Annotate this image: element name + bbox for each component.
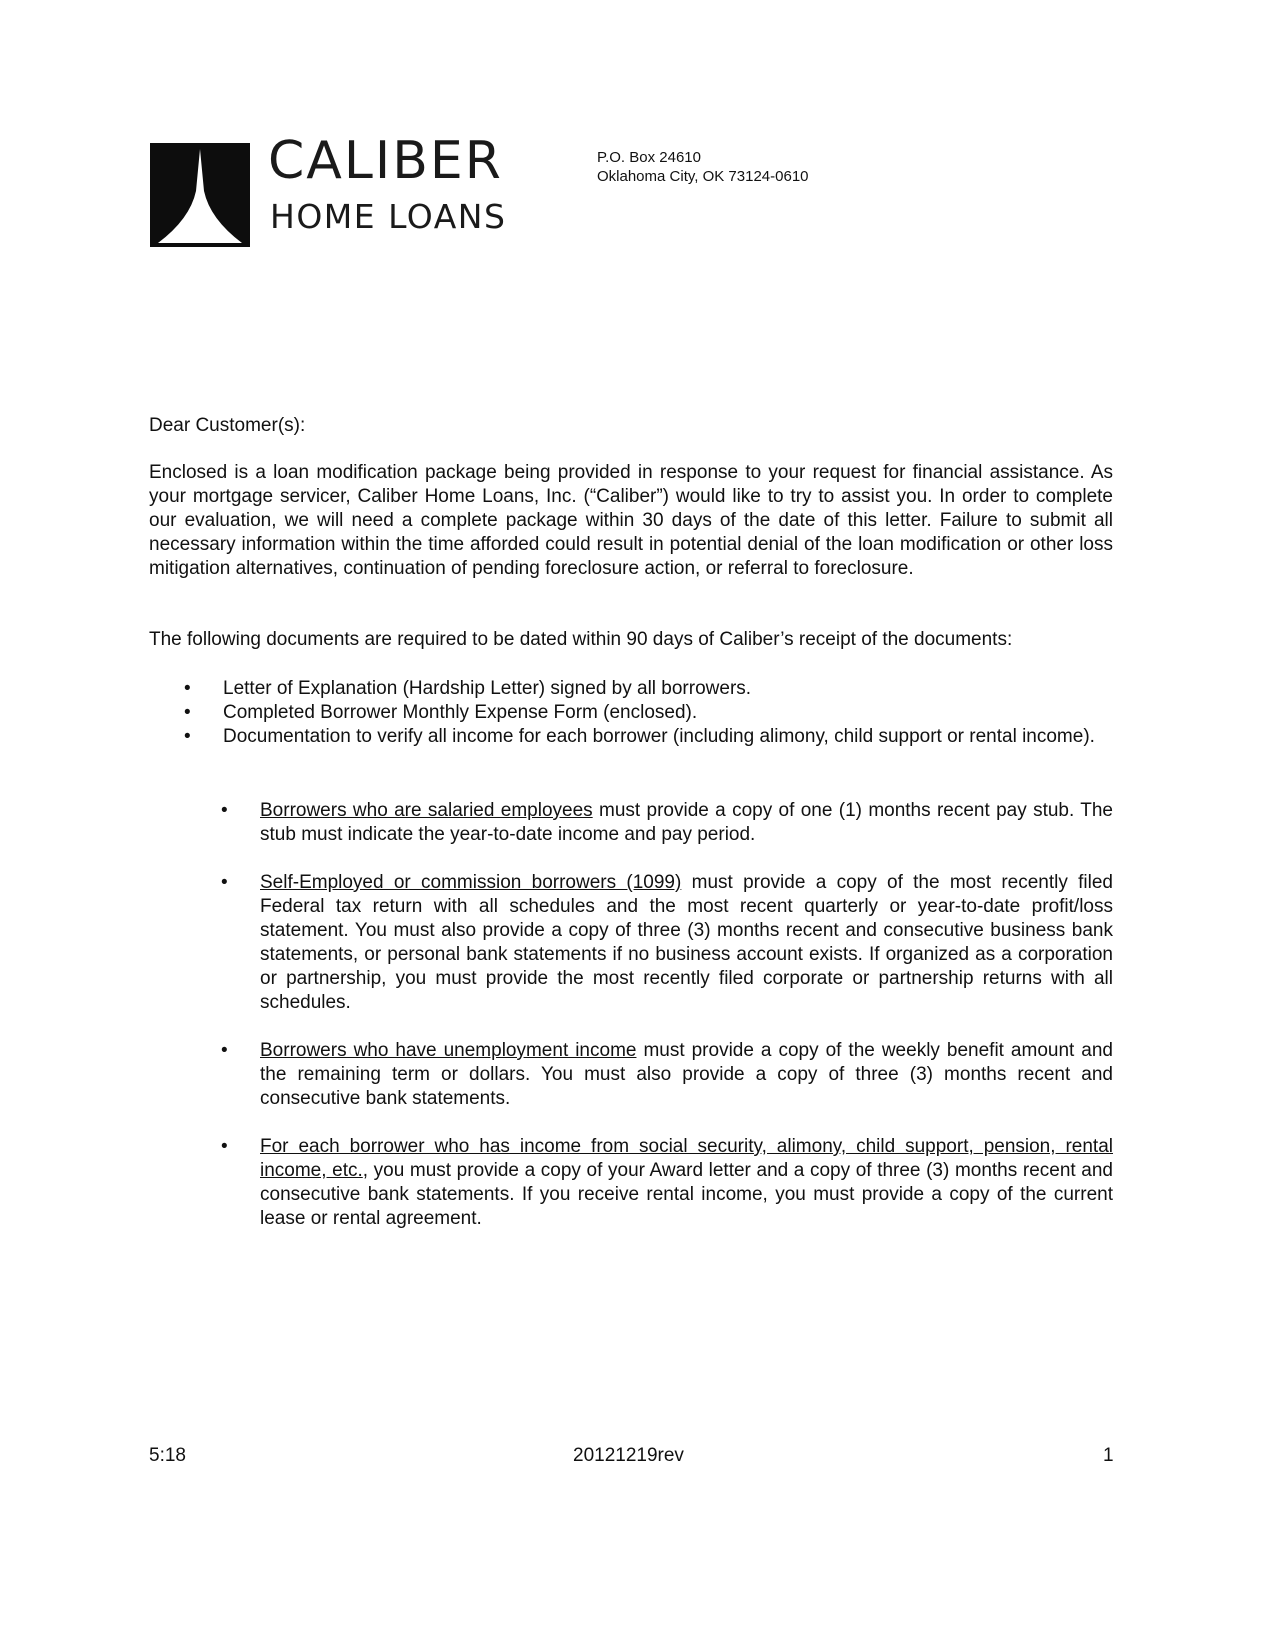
list-item [149,725,1113,749]
list-item-text: Letter of Explanation (Hardship Letter) signed by all borrowers. [223,678,752,699]
caliber-logo [150,131,560,251]
return-address [597,148,809,186]
salutation: Dear Customer(s): [149,415,306,436]
bullet-icon: • [221,872,228,893]
requirements-heading: The following documents are required to be dated within 90 days of Caliber’s receipt of the documents: [149,629,1013,650]
list-item-text: must provide a copy of one (1) months recent pay stub. The stub must indicate the year-to-date income and pay period. [260,800,1114,845]
intro-paragraph: Enclosed is a loan modification package being provided in response to your request for financial assistance. As your mortgage servicer, Caliber Home Loans, Inc. (“Caliber”) would like to try to assist you. In order to complete our evaluation, we will need a complete package within 30 days of the date of this letter. Failure to submit all necessary information within the time afforded could result in potential denial of the loan modification or other loss mitigation alternatives, continuation of pending foreclosure action, or referral to foreclosure. [149,462,1113,579]
logo-line-caliber: CALIBER [268,131,503,191]
list-item [186,871,1113,1015]
list-item-heading: Borrowers who have unemployment income [260,1040,637,1061]
bullet-icon: • [184,702,191,723]
bullet-icon: • [184,726,191,747]
address-line-1: P.O. Box 24610 [597,149,701,166]
required-documents-list [149,677,1113,749]
bullet-icon: • [221,800,228,821]
list-item-heading: Borrowers who are salaried employees [260,800,593,821]
bullet-icon: • [184,678,191,699]
list-item [186,1039,1113,1111]
logo-line-home-loans: HOME LOANS [270,197,507,236]
footer-revision: 20121219rev [573,1445,684,1466]
footer-page-number: 1 [1103,1445,1114,1466]
address-line-2: Oklahoma City, OK 73124-0610 [597,168,809,185]
list-item-text: , you must provide a copy of your Award letter and a copy of three (3) months recent and consecutive bank statements. If you receive rental income, you must provide a copy of the current lease or rental agreement. [260,1160,1113,1229]
list-item [149,677,1113,701]
list-item-text: Documentation to verify all income for each borrower (including alimony, child support or rental income). [223,726,1095,747]
bullet-icon: • [221,1136,228,1157]
footer-form-code: 5:18 [149,1445,186,1466]
list-item-text: Completed Borrower Monthly Expense Form (enclosed). [223,702,698,723]
list-item-heading: For each borrower who has income from social security, alimony, child support, pension, rental income, etc. [260,1136,1113,1181]
bullet-icon: • [221,1040,228,1061]
list-item [186,1135,1113,1231]
list-item [186,799,1113,847]
list-item-heading: Self-Employed or commission borrowers (1099) [260,872,682,893]
income-documentation-list [186,799,1113,1255]
caliber-logo-mark-icon [150,143,250,247]
list-item [149,701,1113,725]
list-item-text: must provide a copy of the most recently filed Federal tax return with all schedules and the most recent quarterly or year-to-date profit/loss statement. You must also provide a copy of three (3) months recent and consecutive business bank statements, or personal bank statements if no business account exists. If organized as a corporation or partnership, you must provide the most recently filed corporate or partnership returns with all schedules. [260,872,1113,1013]
list-item-text: must provide a copy of the weekly benefit amount and the remaining term or dollars. You must also provide a copy of three (3) months recent and consecutive bank statements. [260,1040,1113,1109]
